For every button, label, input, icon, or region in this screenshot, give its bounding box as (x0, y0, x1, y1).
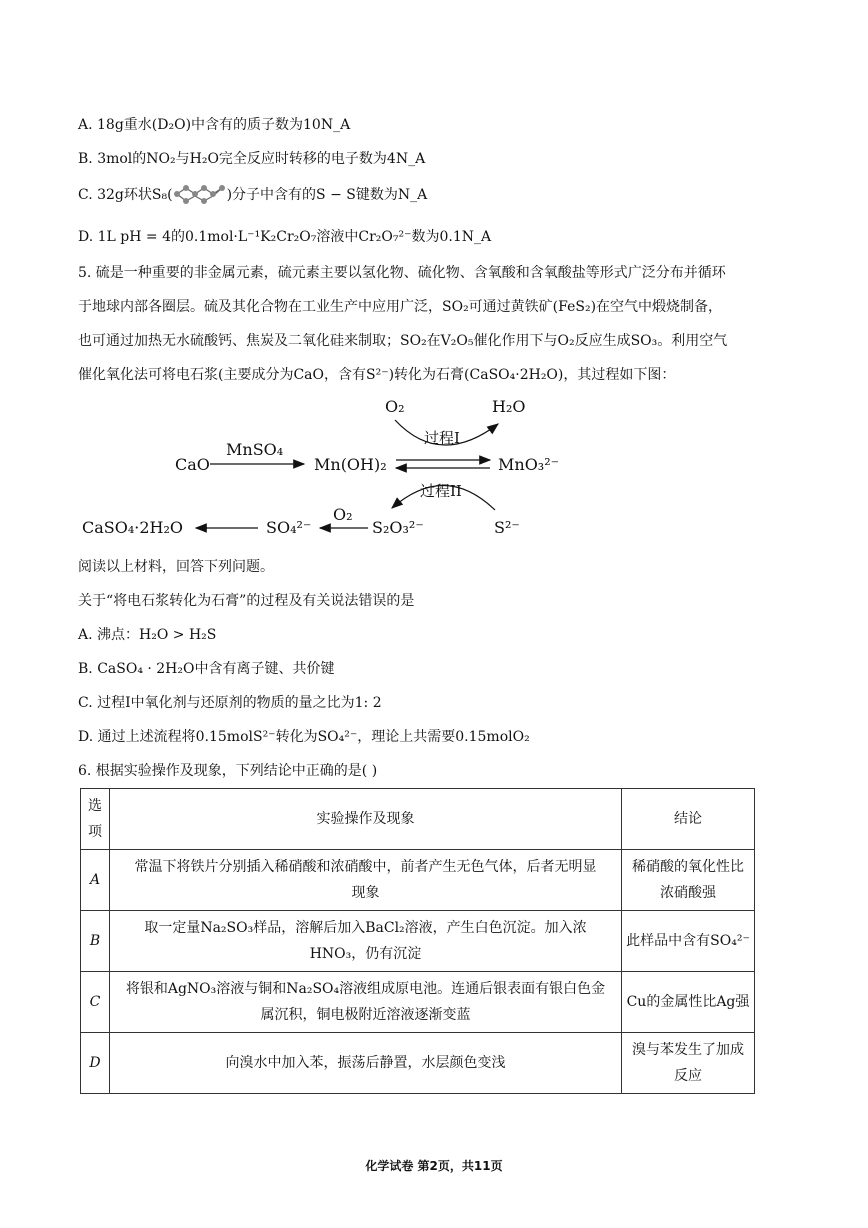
page-footer: 化学试卷 第2页，共11页 (365, 1159, 503, 1173)
row-b-conclusion: 此样品中含有SO₄²⁻ (622, 911, 755, 972)
q5-intro-line-1: 5. 硫是一种重要的非金属元素，硫元素主要以氢化物、硫化物、含氧酸和含氧酸盐等形式广泛分布并循环 (78, 265, 726, 281)
header-operation: 实验操作及现象 (110, 789, 622, 850)
diagram-mnoh2: Mn(OH)₂ (314, 455, 387, 474)
diagram-o2-bottom: O₂ (333, 505, 353, 524)
table-row (81, 850, 755, 911)
table-header-row (81, 789, 755, 850)
q5-intro-line-4: 催化氧化法可将电石浆(主要成分为CaO，含有S²⁻)转化为石膏(CaSO₄·2H₂O)，其过程如下图： (78, 367, 676, 383)
q4-option-a: A. 18g重水(D₂O)中含有的质子数为10N_A (78, 117, 351, 133)
row-d-option: D (81, 1033, 110, 1094)
q5-option-c: C. 过程I中氧化剂与还原剂的物质的量之比为1: 2 (78, 695, 382, 711)
q6-stem: 6. 根据实验操作及现象，下列结论中正确的是( ) (78, 763, 378, 779)
q5-read-instruction: 阅读以上材料，回答下列问题。 (78, 559, 274, 575)
diagram-caso4: CaSO₄·2H₂O (82, 518, 184, 537)
header-conclusion: 结论 (622, 789, 755, 850)
diagram-mnso4: MnSO₄ (226, 440, 284, 459)
row-a-conclusion: 稀硝酸的氧化性比 浓硝酸强 (622, 850, 755, 911)
diagram-process1: 过程I (424, 429, 460, 447)
row-d-conclusion: 溴与苯发生了加成 反应 (622, 1033, 755, 1094)
q4-option-c-pre: C. 32g环状S₈( (78, 187, 173, 203)
header-option: 选项 (81, 789, 110, 850)
row-c-operation: 将银和AgNO₃溶液与铜和Na₂SO₄溶液组成原电池。连通后银表面有银白色金 属沉积，铜电极附近溶液逐渐变蓝 (110, 972, 622, 1033)
diagram-mno3: MnO₃²⁻ (498, 455, 560, 474)
q5-option-b: B. CaSO₄ · 2H₂O中含有离子键、共价键 (78, 661, 335, 677)
experiment-table (80, 788, 755, 1094)
q5-option-d: D. 通过上述流程将0.15molS²⁻转化为SO₄²⁻，理论上共需要0.15molO₂ (78, 729, 530, 745)
diagram-o2-top: O₂ (385, 397, 405, 416)
row-b-option: B (81, 911, 110, 972)
diagram-cao: CaO (175, 455, 210, 474)
row-c-option: C (81, 972, 110, 1033)
diagram-s2: S²⁻ (494, 518, 520, 537)
diagram-so4: SO₄²⁻ (266, 518, 312, 537)
table-row (81, 1033, 755, 1094)
q5-option-a: A. 沸点：H₂O > H₂S (78, 627, 217, 643)
row-a-operation: 常温下将铁片分别插入稀硝酸和浓硝酸中，前者产生无色气体，后者无明显 现象 (110, 850, 622, 911)
q4-option-b: B. 3mol的NO₂与H₂O完全反应时转移的电子数为4N_A (78, 151, 426, 167)
q5-intro-line-3: 也可通过加热无水硫酸钙、焦炭及二氧化硅来制取；SO₂在V₂O₅催化作用下与O₂反应生成SO₃。利用空气 (78, 333, 728, 349)
diagram-s2o3: S₂O₃²⁻ (372, 518, 424, 537)
q4-option-c-post: )分子中含有的S − S键数为N_A (226, 187, 428, 203)
q4-option-d: D. 1L pH = 4的0.1mol·L⁻¹K₂Cr₂O₇溶液中Cr₂O₇²⁻数为0.1N_A (78, 229, 492, 245)
q5-stem: 关于“将电石浆转化为石膏”的过程及有关说法错误的是 (78, 593, 415, 609)
q5-intro-line-2: 于地球内部各圈层。硫及其化合物在工业生产中应用广泛，SO₂可通过黄铁矿(FeS₂)在空气中煅烧制备， (78, 299, 723, 315)
row-b-operation: 取一定量Na₂SO₃样品，溶解后加入BaCl₂溶液，产生白色沉淀。加入浓 HNO₃，仍有沉淀 (110, 911, 622, 972)
table-row (81, 911, 755, 972)
process-diagram (0, 0, 868, 560)
diagram-h2o-top: H₂O (492, 397, 526, 416)
diagram-process2: 过程II (420, 482, 462, 500)
row-a-option: A (81, 850, 110, 911)
table-row (81, 972, 755, 1033)
row-c-conclusion: Cu的金属性比Ag强 (622, 972, 755, 1033)
row-d-operation: 向溴水中加入苯，振荡后静置，水层颜色变浅 (110, 1033, 622, 1094)
